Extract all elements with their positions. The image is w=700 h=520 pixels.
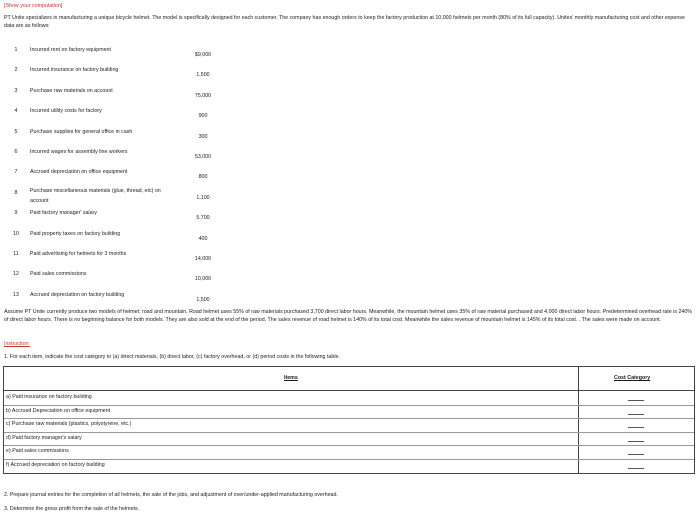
expense-number: 2 — [14, 67, 18, 74]
expense-number: 3 — [14, 87, 18, 94]
expense-item: Incurred insurance on factory building — [30, 67, 119, 74]
expense-number: 11 — [13, 251, 19, 257]
expense-item: Paid factory manager' salary — [30, 210, 97, 217]
header-items: Items — [284, 375, 298, 381]
row-letter: b) — [6, 407, 11, 414]
table-divider — [578, 367, 579, 473]
expense-item: Paid property taxes on factory building — [30, 230, 121, 237]
header-cost-category: Cost Category — [614, 375, 651, 381]
row-item-text: Paid insurance on factory building — [12, 394, 92, 400]
row-divider — [4, 405, 694, 406]
expense-number: 13 — [13, 291, 19, 298]
row-divider — [4, 418, 694, 419]
expense-number: 10 — [13, 230, 19, 237]
table-header-border — [4, 390, 694, 391]
expense-number: 1 — [14, 47, 18, 53]
expense-amount: 1,500 — [196, 72, 210, 79]
table-row — [6, 448, 69, 454]
expense-amount: 800 — [198, 174, 208, 181]
cost-category-table — [3, 366, 695, 474]
expense-amount: 10,000 — [194, 276, 212, 283]
expense-number: 6 — [14, 149, 18, 155]
expense-item: Accrued depreciation on factory building — [30, 291, 125, 298]
expense-item: Purchase raw materials on account — [30, 87, 113, 94]
show-computation-link[interactable]: [Show your computation] — [4, 3, 63, 9]
row-divider — [4, 432, 694, 433]
instruction-heading: Instruction: — [4, 341, 30, 347]
expense-amount: 1,100 — [196, 194, 210, 201]
expense-amount: 75,000 — [194, 92, 212, 99]
expense-amount: 400 — [198, 235, 208, 242]
row-item-text: Paid sales commissions — [12, 448, 69, 454]
expense-item: Purchase supplies for general office in cash — [30, 128, 133, 135]
row-item-text: Purchase raw materials (plastics, polystyrene, etc.) — [11, 421, 132, 427]
cost-category-answer-blank[interactable] — [628, 454, 644, 455]
expense-number: 4 — [14, 108, 18, 115]
expense-amount: 900 — [198, 113, 208, 120]
cost-category-answer-blank[interactable] — [628, 468, 644, 469]
row-letter: a) — [6, 394, 11, 400]
expense-amount: $9,000 — [194, 52, 212, 58]
table-row — [6, 421, 131, 427]
cost-category-answer-blank[interactable] — [628, 400, 644, 401]
row-item-text: Accrued depreciation on factory building — [10, 461, 105, 468]
question-1: 1. For each item, indicate the cost category to (a) direct materials, (b) direct labor, (c) factory overhead, or (d) period costs in the following table. — [4, 354, 340, 360]
row-item-text: Accrued Depreciation on office equipment — [11, 407, 111, 414]
row-divider — [4, 459, 694, 460]
expense-item: Incurred rent on factory equipment — [30, 47, 111, 53]
expense-item: Purchase miscellaneous materials (glue, thread, etc) on account — [30, 187, 161, 204]
row-item-text: Paid factory manager's salary — [12, 434, 82, 441]
expense-number: 12 — [13, 271, 19, 278]
expense-amount: 1,500 — [196, 296, 210, 303]
table-row — [6, 435, 82, 441]
expense-item: Incurred utility costs for factory — [30, 108, 102, 115]
expense-item: Paid advertising for helmets for 3 months — [30, 251, 127, 257]
expense-number: 5 — [14, 128, 18, 135]
expense-number: 9 — [14, 210, 18, 217]
expense-number: 7 — [14, 169, 18, 176]
table-row — [6, 408, 110, 414]
expense-item: Paid sales commissions — [30, 271, 87, 278]
intro-paragraph: PT Unite specializes in manufacturing a unique bicycle helmet. The model is specifically designed for each customer. The company has enough orders to keep the factory production at 10,000 helmets per month (80% of its full capacity). Unites' monthly manufacturing cost and other expense data are as follows: — [4, 15, 685, 29]
expense-amount: 14,000 — [194, 256, 212, 262]
expense-item: Incurred wages for assembly line workers — [30, 149, 128, 155]
cost-category-answer-blank[interactable] — [628, 441, 644, 442]
row-letter: d) — [6, 434, 11, 441]
table-row — [6, 394, 92, 400]
question-3: 3. Determine the gross profit from the sale of the helmets. — [4, 506, 140, 512]
cost-category-answer-blank[interactable] — [628, 427, 644, 428]
row-divider — [4, 445, 694, 446]
expense-item: Accrued depreciation on office equipment — [30, 169, 128, 176]
question-2: 2. Prepare journal entries for the completion of all helmets, the sale of the jobs, and adjustment of over/under-applied manufacturing overhead. — [4, 492, 338, 498]
row-letter: e) — [6, 448, 11, 454]
expense-amount: 53,000 — [194, 154, 212, 160]
row-letter: f) — [6, 461, 10, 468]
expense-amount: 300 — [198, 133, 208, 140]
table-row — [6, 462, 105, 468]
row-letter: c) — [6, 421, 11, 427]
scenario-paragraph: Assume PT Unite currently produce two models of helmet: road and mountain. Road helmet uses 55% of raw materials purchased 3,700 direct labor hours. Meanwhile, the mountain helmet uses 35% of raw material purchased and 4,000 direct labor hours. Predetermined overhead rate is 240% of direct labor hours. There is no beginning balance for both models. They are also sold at the end of the period. The sales revenue of road helmet is 140% of its total cost. Meanwhile the sales revenue of mountain helmet is 145% of its total cost. . The sales were made on account. — [4, 309, 692, 323]
cost-category-answer-blank[interactable] — [628, 414, 644, 415]
expense-number: 8 — [14, 189, 18, 196]
expense-amount: 5,700 — [196, 215, 210, 222]
